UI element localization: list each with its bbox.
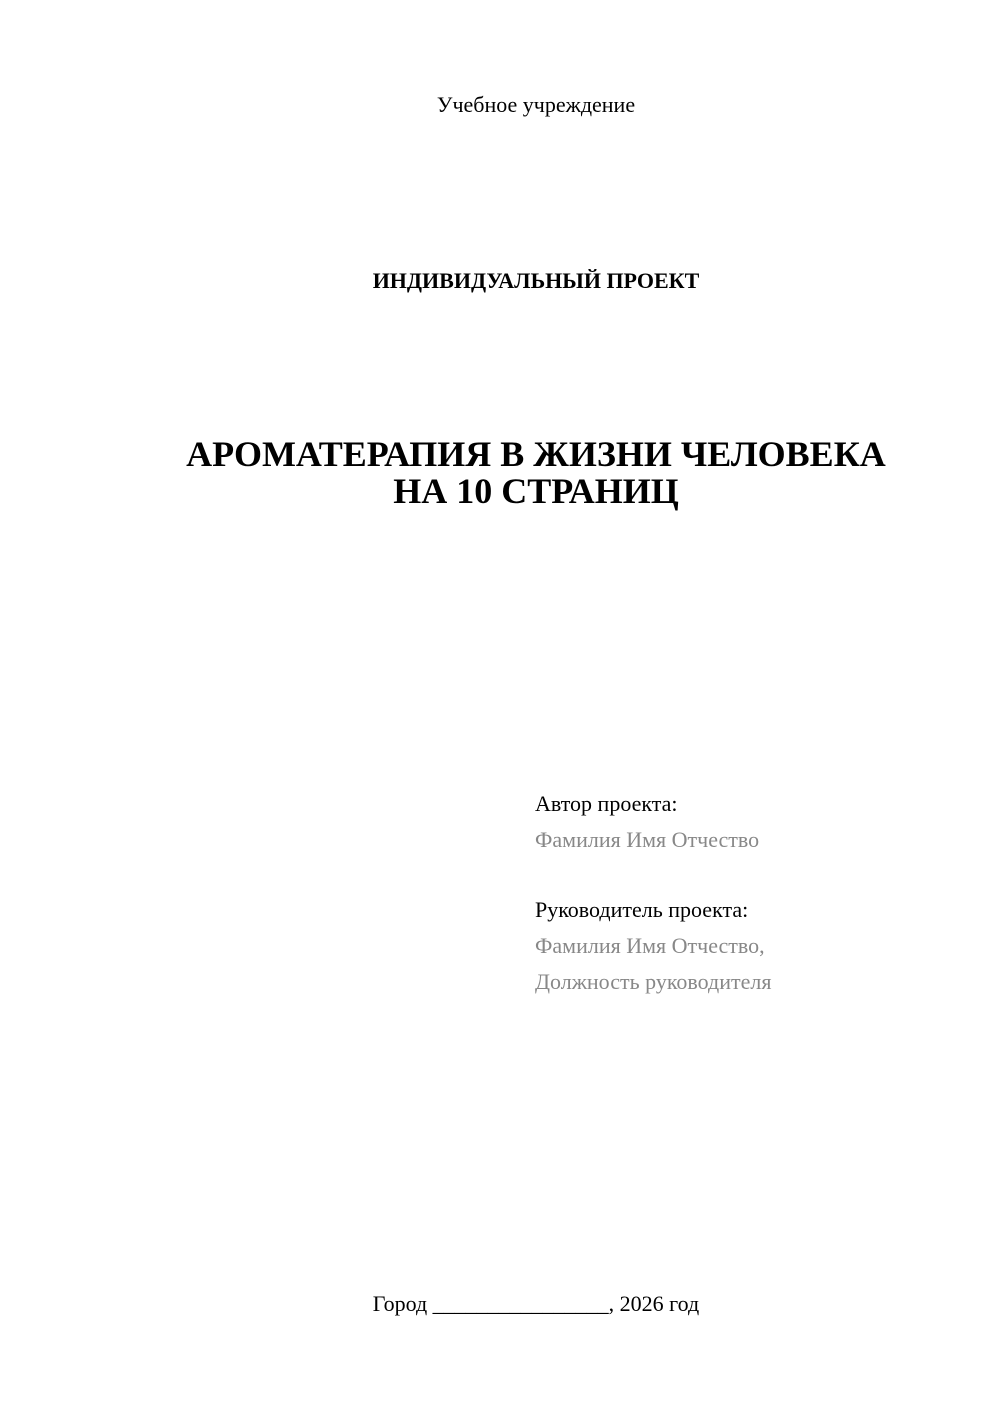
city-year-line: Город ________________, 2026 год xyxy=(372,1291,700,1316)
supervisor-position: Должность руководителя xyxy=(535,969,772,994)
project-type-heading: ИНДИВИДУАЛЬНЫЙ ПРОЕКТ xyxy=(372,268,700,293)
supervisor-name: Фамилия Имя Отчество, xyxy=(535,933,765,958)
institution-name: Учебное учреждение xyxy=(436,92,636,117)
supervisor-label: Руководитель проекта: xyxy=(535,897,749,922)
supervisor-block xyxy=(535,892,771,1000)
author-block xyxy=(535,786,759,858)
project-title-line-1: АРОМАТЕРАПИЯ В ЖИЗНИ ЧЕЛОВЕКА xyxy=(186,434,886,474)
project-title-line-2: НА 10 СТРАНИЦ xyxy=(393,471,679,511)
author-label: Автор проекта: xyxy=(535,791,678,816)
author-name: Фамилия Имя Отчество xyxy=(535,827,760,852)
project-title xyxy=(36,436,1000,510)
